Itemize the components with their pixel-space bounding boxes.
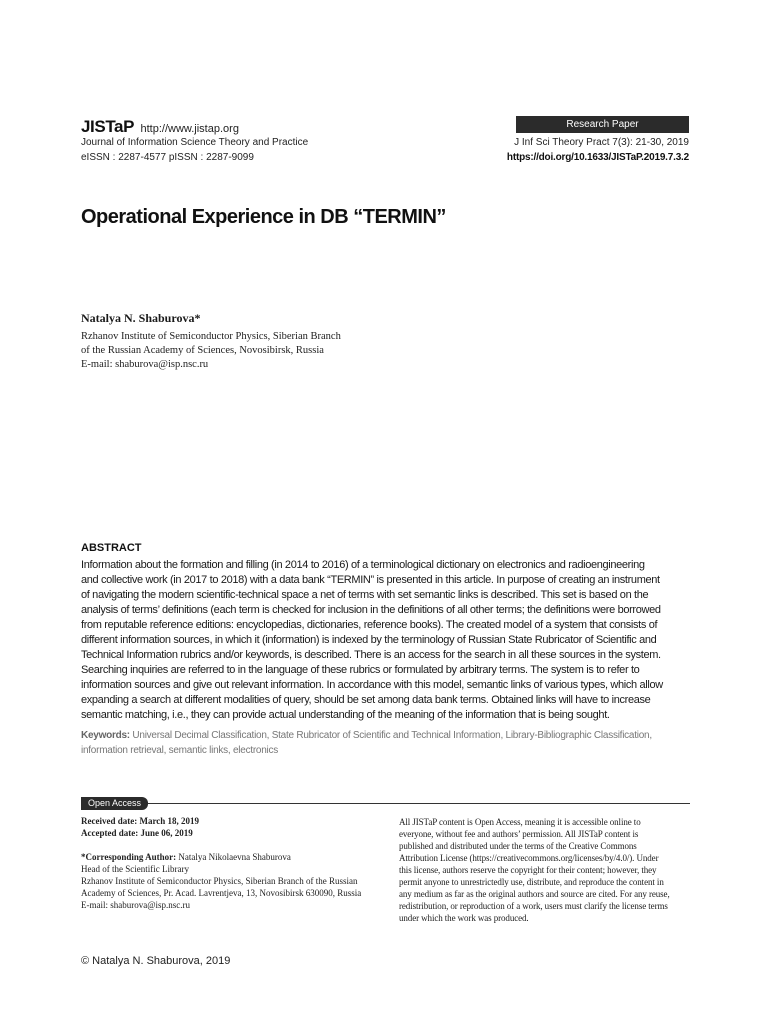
abstract-line: Searching inquiries are referred to in the language of these rubrics or formulated by arbitrary terms. The system is to refer to (81, 664, 640, 676)
open-access-divider (81, 803, 690, 804)
abstract-line: expanding a search at different modalities of query, should be set among data bank terms. Obtained links will have to increase (81, 694, 651, 706)
corresponding-author-label: *Corresponding Author: (81, 852, 177, 862)
corresponding-author-line: Rzhanov Institute of Semiconductor Physics, Siberian Branch of the Russian (81, 876, 358, 886)
abstract-line: from reputable reference editions: encyclopedias, dictionaries, reference books). The created model of a system that consists of (81, 619, 658, 631)
author-affiliation-line: Rzhanov Institute of Semiconductor Physics, Siberian Branch (81, 331, 341, 342)
license-text (399, 816, 689, 924)
abstract-line: and collective work (in 2017 to 2018) with a data bank “TERMIN” is presented in this article. In purpose of creating an instrument (81, 574, 660, 586)
license-line: published and distributed under the terms of the Creative Commons (399, 841, 637, 851)
abstract-line: Technical Information rubrics and/or keywords, is described. There is an access for the search in all these sources in the system. (81, 649, 661, 661)
journal-logo: JISTaP (81, 117, 135, 136)
author-email[interactable]: E-mail: shaburova@isp.nsc.ru (81, 359, 209, 370)
author-name: Natalya N. Shaburova* (81, 311, 201, 325)
license-line: Attribution License (https://creativecommons.org/licenses/by/4.0/). Under (399, 853, 659, 863)
issn-line: eISSN : 2287-4577 pISSN : 2287-9099 (81, 152, 254, 163)
license-line: All JISTaP content is Open Access, meaning it is accessible online to (399, 817, 641, 827)
corresponding-author-line: Academy of Sciences, Pr. Acad. Lavrentjeva, 13, Novosibirsk 630090, Russia (81, 888, 362, 898)
journal-name: Journal of Information Science Theory and Practice (81, 137, 309, 148)
abstract-line: of navigating the modern scientific-technical space a net of terms with set semantic links is described. This set is based on the (81, 589, 649, 601)
paper-title: Operational Experience in DB “TERMIN” (81, 206, 446, 228)
keywords-label: Keywords: (81, 730, 130, 741)
license-line: any medium as far as the original authors and source are cited. For any reuse, (399, 889, 670, 899)
author-affiliation-line: of the Russian Academy of Sciences, Novosibirsk, Russia (81, 345, 324, 356)
license-line: everyone, without fee and authors’ permission. All JISTaP content is (399, 829, 639, 839)
keywords-text: Universal Decimal Classification, State Rubricator of Scientific and Technical Information, Library-Bibliographic Classification, (132, 730, 652, 741)
license-line: redistribution, or reproduction of a work, users must clarify the license terms (399, 901, 668, 911)
abstract-line: Information about the formation and filling (in 2014 to 2016) of a terminological dictionary on electronics and radioengineering (81, 559, 645, 571)
keywords-text: information retrieval, semantic links, electronics (81, 745, 279, 756)
license-line: this license, authors reserve the copyright for their content; however, they (399, 865, 657, 875)
journal-brand (81, 117, 239, 137)
abstract-line: information sources and give out relevant information. In accordance with this model, semantic links of various types, which allow (81, 679, 663, 691)
doi-link[interactable]: https://doi.org/10.1633/JISTaP.2019.7.3.2 (506, 152, 689, 163)
open-access-badge: Open Access (81, 797, 148, 810)
corresponding-author-name: Natalya Nikolaevna Shaburova (178, 852, 291, 862)
corresponding-author (81, 852, 291, 862)
abstract-line: different information sources, in which it (information) is indexed by the terminology of Russian State Rubricator of Scientific and (81, 634, 657, 646)
abstract-heading: ABSTRACT (81, 542, 142, 554)
accepted-date: Accepted date: June 06, 2019 (81, 828, 193, 838)
citation-line: J Inf Sci Theory Pract 7(3): 21-30, 2019 (514, 137, 689, 148)
paper-type-banner: Research Paper (516, 116, 689, 133)
received-date: Received date: March 18, 2019 (81, 816, 200, 826)
journal-url-link[interactable]: http://www.jistap.org (140, 123, 239, 135)
license-line: permit anyone to unrestrictedly use, distribute, and reproduce the content in (399, 877, 664, 887)
corresponding-author-line: Head of the Scientific Library (81, 864, 189, 874)
keywords (81, 728, 690, 758)
corresponding-author-email[interactable]: E-mail: shaburova@isp.nsc.ru (81, 900, 191, 910)
abstract-line: semantic matching, i.e., they can provide actual understanding of the meaning of the information that is being sought. (81, 709, 610, 721)
license-line: under which the work was produced. (399, 913, 529, 923)
abstract-body (81, 558, 690, 723)
abstract-line: analysis of terms’ definitions (each term is checked for inclusion in the definitions of all other terms; the definitions were borrowed (81, 604, 661, 616)
copyright-notice: © Natalya N. Shaburova, 2019 (81, 955, 231, 967)
